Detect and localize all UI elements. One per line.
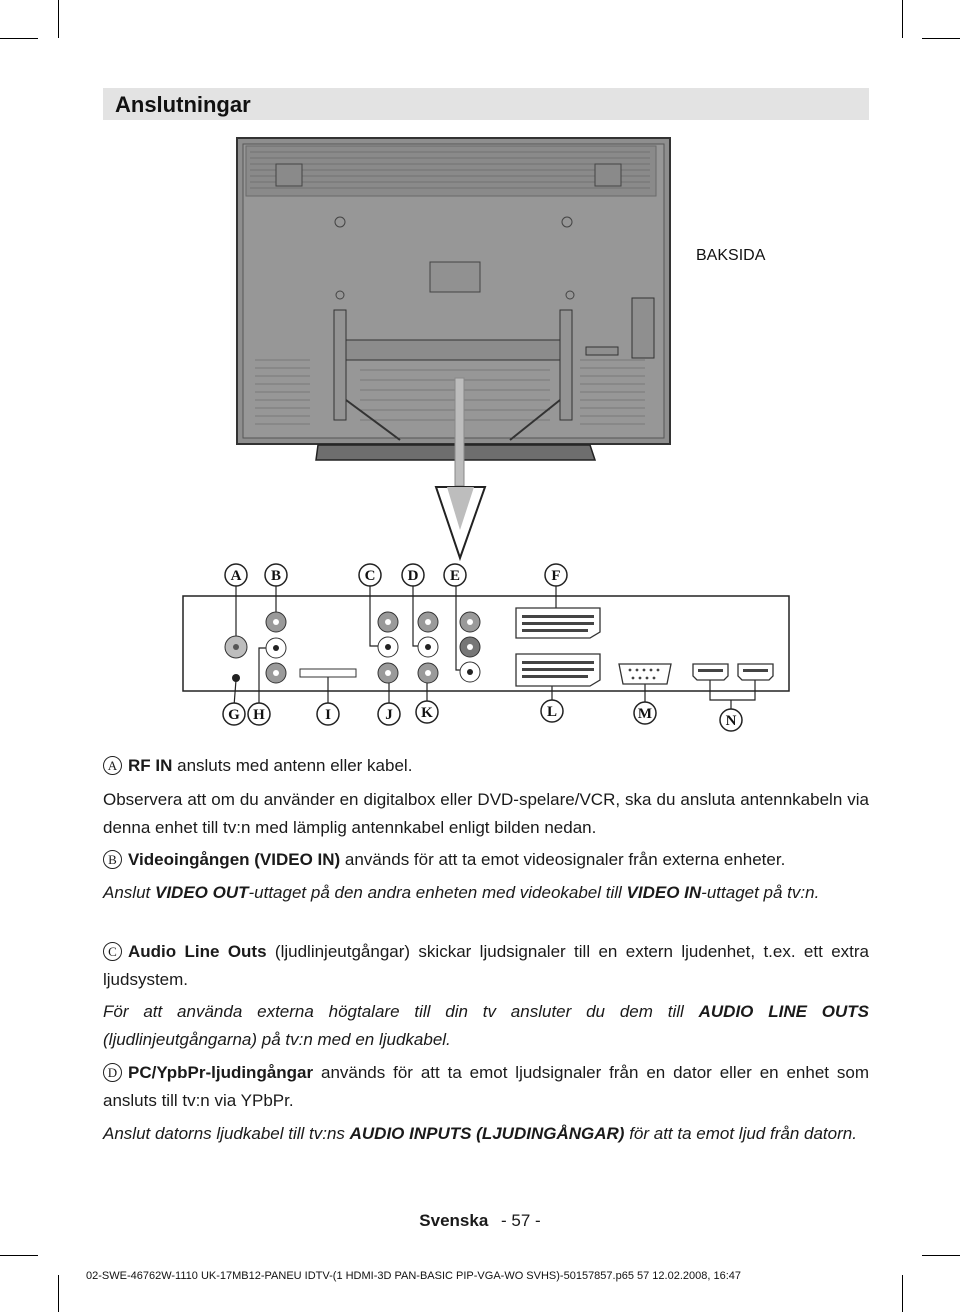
marker-d: D	[103, 1063, 122, 1082]
label-c: C	[364, 568, 376, 584]
crop-mark	[0, 1255, 38, 1256]
footer-language: Svenska	[419, 1211, 489, 1230]
item-b-note-part: -uttaget på den andra enheten med videokabel till	[248, 883, 627, 902]
label-b: B	[270, 568, 282, 584]
item-c	[103, 938, 869, 994]
item-d-title: PC/YpbPr-ljudingångar	[128, 1063, 314, 1082]
label-j: J	[385, 707, 393, 723]
label-d: D	[407, 568, 419, 584]
marker-a: A	[103, 756, 122, 775]
crop-mark	[58, 1275, 59, 1312]
label-f: F	[551, 568, 561, 584]
footer-page-number: - 57 -	[501, 1211, 541, 1230]
item-b-note-bold: VIDEO IN	[626, 883, 702, 902]
page-footer	[0, 1211, 960, 1231]
marker-c: C	[103, 942, 122, 961]
item-d-note-part: Anslut datorns ljudkabel till tv:ns	[103, 1124, 350, 1143]
back-side-label: BAKSIDA	[696, 247, 766, 264]
crop-mark	[902, 1275, 903, 1312]
print-file-info: 02-SWE-46762W-1110 UK-17MB12-PANEU IDTV-(1 HDMI-3D PAN-BASIC PIP-VGA-WO SVHS)-50157857.p65 57 12.02.2008, 16:47	[86, 1270, 741, 1282]
marker-b: B	[103, 850, 122, 869]
label-e: E	[449, 568, 461, 584]
item-d	[103, 1059, 869, 1115]
item-b-note	[103, 879, 869, 907]
item-c-title: Audio Line Outs	[128, 942, 267, 961]
item-d-note-part: för att ta emot ljud från datorn.	[624, 1124, 857, 1143]
item-b-text: används för att ta emot videosignaler från externa enheter.	[340, 850, 786, 869]
item-b-note-part: Anslut	[103, 883, 155, 902]
section-title: Anslutningar	[115, 92, 251, 117]
item-a-text: ansluts med antenn eller kabel.	[172, 756, 413, 775]
label-k: K	[421, 705, 433, 721]
item-d-note-bold: AUDIO INPUTS (LJUDINGÅNGAR)	[349, 1124, 625, 1143]
label-g: G	[228, 707, 240, 723]
item-b	[103, 846, 869, 874]
item-c-note-part: (ljudlinjeutgångarna) på tv:n med en ljudkabel.	[103, 1030, 451, 1049]
item-c-text: (ljudlinjeutgångar) skickar ljudsignaler till en extern ljudenhet, t.ex. ett extra ljudsystem.	[103, 942, 869, 989]
item-a	[103, 752, 869, 780]
label-i: I	[325, 707, 331, 723]
item-d-text: används för att ta emot ljudsignaler från en dator eller en enhet som ansluts till tv:n via YPbPr.	[103, 1063, 869, 1110]
crop-mark	[922, 1255, 960, 1256]
item-b-note-bold: VIDEO OUT	[154, 883, 249, 902]
item-b-note-part: -uttaget på tv:n.	[701, 883, 820, 902]
label-m: M	[637, 706, 653, 722]
item-c-note-bold: AUDIO LINE OUTS	[698, 1002, 870, 1021]
item-c-note	[103, 998, 869, 1054]
label-n: N	[725, 713, 737, 729]
label-a: A	[230, 568, 242, 584]
item-b-title: Videoingången (VIDEO IN)	[128, 850, 341, 869]
label-l: L	[546, 704, 558, 720]
item-a-title: RF IN	[128, 756, 173, 775]
item-a-note: Observera att om du använder en digitalbox eller DVD-spelare/VCR, ska du ansluta antennkabeln via denna enhet till tv:n med lämplig antennkabel enligt bilden nedan.	[103, 790, 869, 837]
item-d-note	[103, 1120, 869, 1148]
item-c-note-part: För att använda externa högtalare till din tv ansluter du dem till	[103, 1002, 699, 1021]
label-h: H	[253, 707, 265, 723]
